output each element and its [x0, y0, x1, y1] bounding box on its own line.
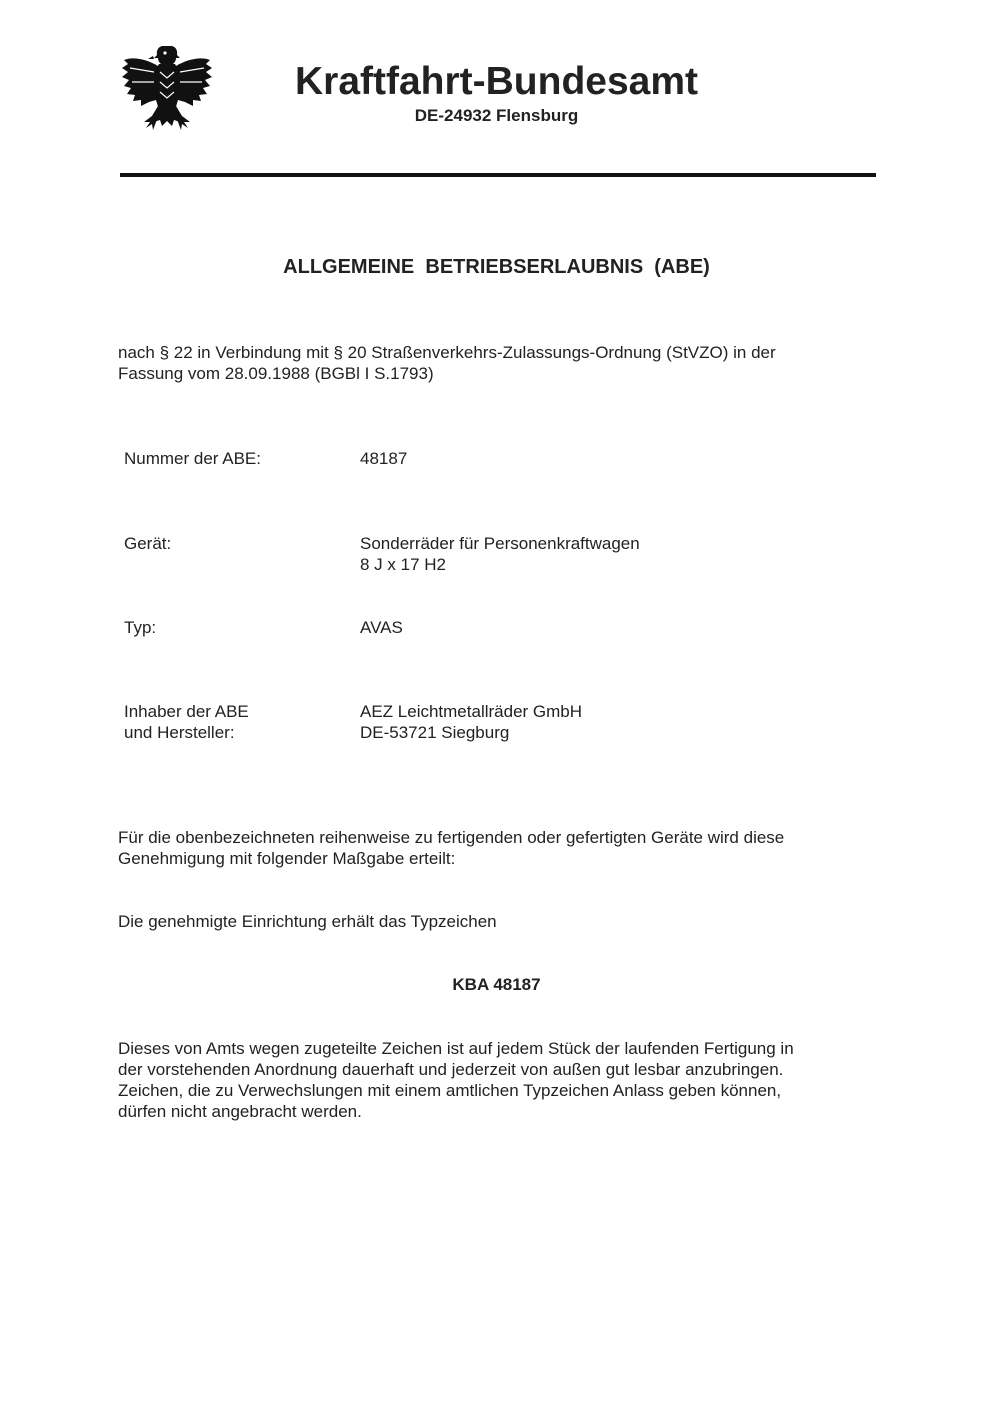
abe-number-value: 48187 [360, 449, 408, 468]
holder-value: AEZ Leichtmetallräder GmbH DE-53721 Siegburg [360, 702, 583, 742]
type-mark-intro: Die genehmigte Einrichtung erhält das Typzeichen [118, 912, 497, 931]
device-label: Gerät: [124, 534, 172, 553]
document-title: ALLGEMEINE BETRIEBSERLAUBNIS (ABE) [283, 256, 710, 278]
marking-rules-text: Dieses von Amts wegen zugeteilte Zeichen ist auf jedem Stück der laufenden Fertigung in der vorstehenden Anordnung dauerhaft und jederzeit von außen gut lesbar anzubringen. Zeichen, die zu Verwechslungen mit einem amtlichen Typzeichen Anlass geben können, dürfen nicht angebracht werden. [118, 1039, 794, 1121]
legal-basis-text: nach § 22 in Verbindung mit § 20 Straßenverkehrs-Zulassungs-Ordnung (StVZO) in der Fassung vom 28.09.1988 (BGBl I S.1793) [118, 343, 776, 383]
abe-number-label: Nummer der ABE: [124, 449, 261, 468]
header-divider [120, 173, 876, 177]
type-label: Typ: [124, 618, 157, 637]
approval-text: Für die obenbezeichneten reihenweise zu fertigenden oder gefertigten Geräte wird diese Genehmigung mit folgender Maßgabe erteilt: [118, 828, 785, 868]
device-value: Sonderräder für Personenkraftwagen 8 J x 17 H2 [360, 534, 640, 574]
organization-address: DE-24932 Flensburg [414, 106, 579, 125]
type-value: AVAS [360, 618, 403, 637]
organization-name: Kraftfahrt-Bundesamt [294, 60, 699, 103]
holder-label: Inhaber der ABE und Hersteller: [124, 702, 249, 742]
type-mark: KBA 48187 [452, 975, 541, 994]
